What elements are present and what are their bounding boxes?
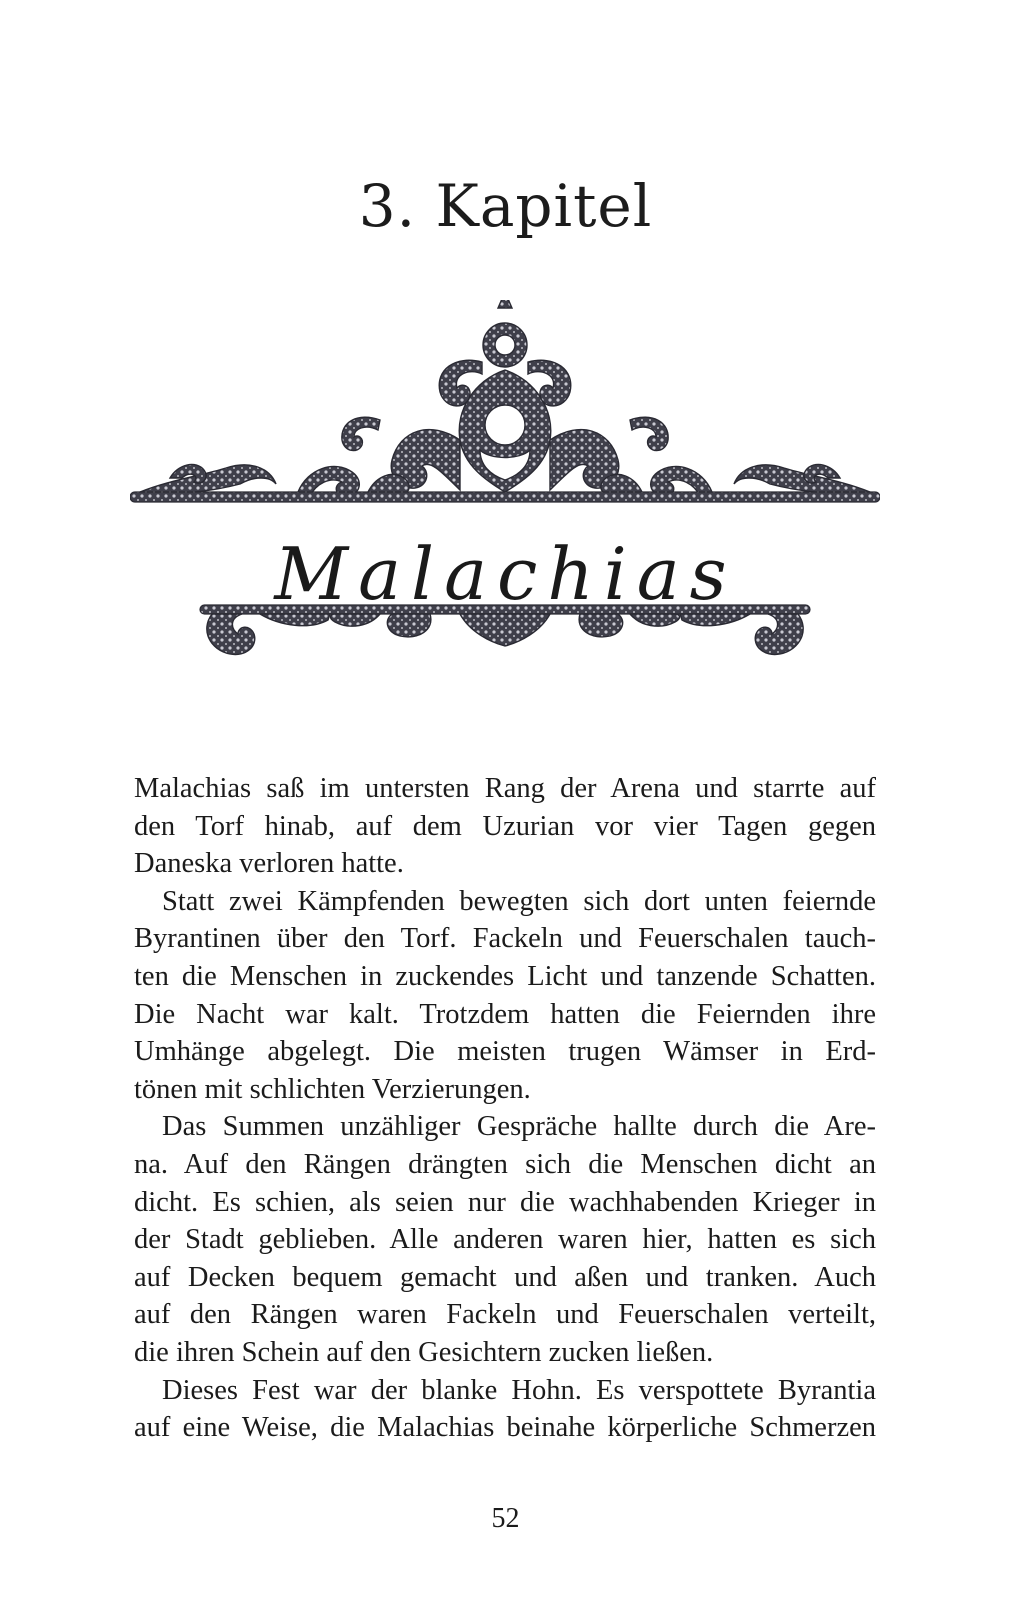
text-line: na. Auf den Rängen drängten sich die Menschen dicht an bbox=[134, 1148, 876, 1180]
text-line: Dieses Fest war der blanke Hohn. Es verspottete Byrantia bbox=[162, 1374, 876, 1406]
page-number: 52 bbox=[491, 1503, 520, 1534]
text-line: den Torf hinab, auf dem Uzurian vor vier Tagen gegen bbox=[134, 810, 876, 842]
text-line: auf Decken bequem gemacht und aßen und tranken. Auch bbox=[134, 1261, 876, 1293]
text-line: der Stadt geblieben. Alle anderen waren hier, hatten es sich bbox=[134, 1224, 876, 1256]
text-line: Die Nacht war kalt. Trotzdem hatten die Feiernden ihre bbox=[134, 998, 876, 1030]
text-line: die ihren Schein auf den Gesichtern zucken ließen. bbox=[134, 1336, 714, 1368]
bottom-ornament bbox=[207, 614, 803, 654]
text-line: Das Summen unzähliger Gespräche hallte durch die Are- bbox=[162, 1111, 876, 1143]
text-line: auf den Rängen waren Fackeln und Feuerschalen verteilt, bbox=[134, 1299, 876, 1331]
text-line: Byrantinen über den Torf. Fackeln und Feuerschalen tauch- bbox=[134, 923, 876, 955]
text-line: auf eine Weise, die Malachias beinahe körperliche Schmerzen bbox=[134, 1412, 876, 1444]
text-line: Umhänge abgelegt. Die meisten trugen Wämser in Erd- bbox=[134, 1036, 876, 1068]
text-line: dicht. Es schien, als seien nur die wachhabenden Krieger in bbox=[134, 1186, 876, 1218]
text-line: Statt zwei Kämpfenden bewegten sich dort unten feiernde bbox=[162, 885, 876, 917]
text-line: Malachias saß im untersten Rang der Arena und starrte auf bbox=[134, 773, 876, 804]
upper-bar bbox=[130, 492, 880, 502]
chapter-name: Malachias bbox=[274, 532, 737, 616]
crown-ornament bbox=[140, 300, 870, 496]
text-line: ten die Menschen in zuckendes Licht und tanzende Schatten. bbox=[134, 960, 876, 992]
text-line: Daneska verloren hatte. bbox=[134, 848, 404, 880]
chapter-heading: 3. Kapitel bbox=[358, 172, 653, 240]
chapter-ornament bbox=[130, 300, 880, 700]
text-line: tönen mit schlichten Verzierungen. bbox=[134, 1073, 531, 1105]
body-text bbox=[134, 770, 876, 1447]
